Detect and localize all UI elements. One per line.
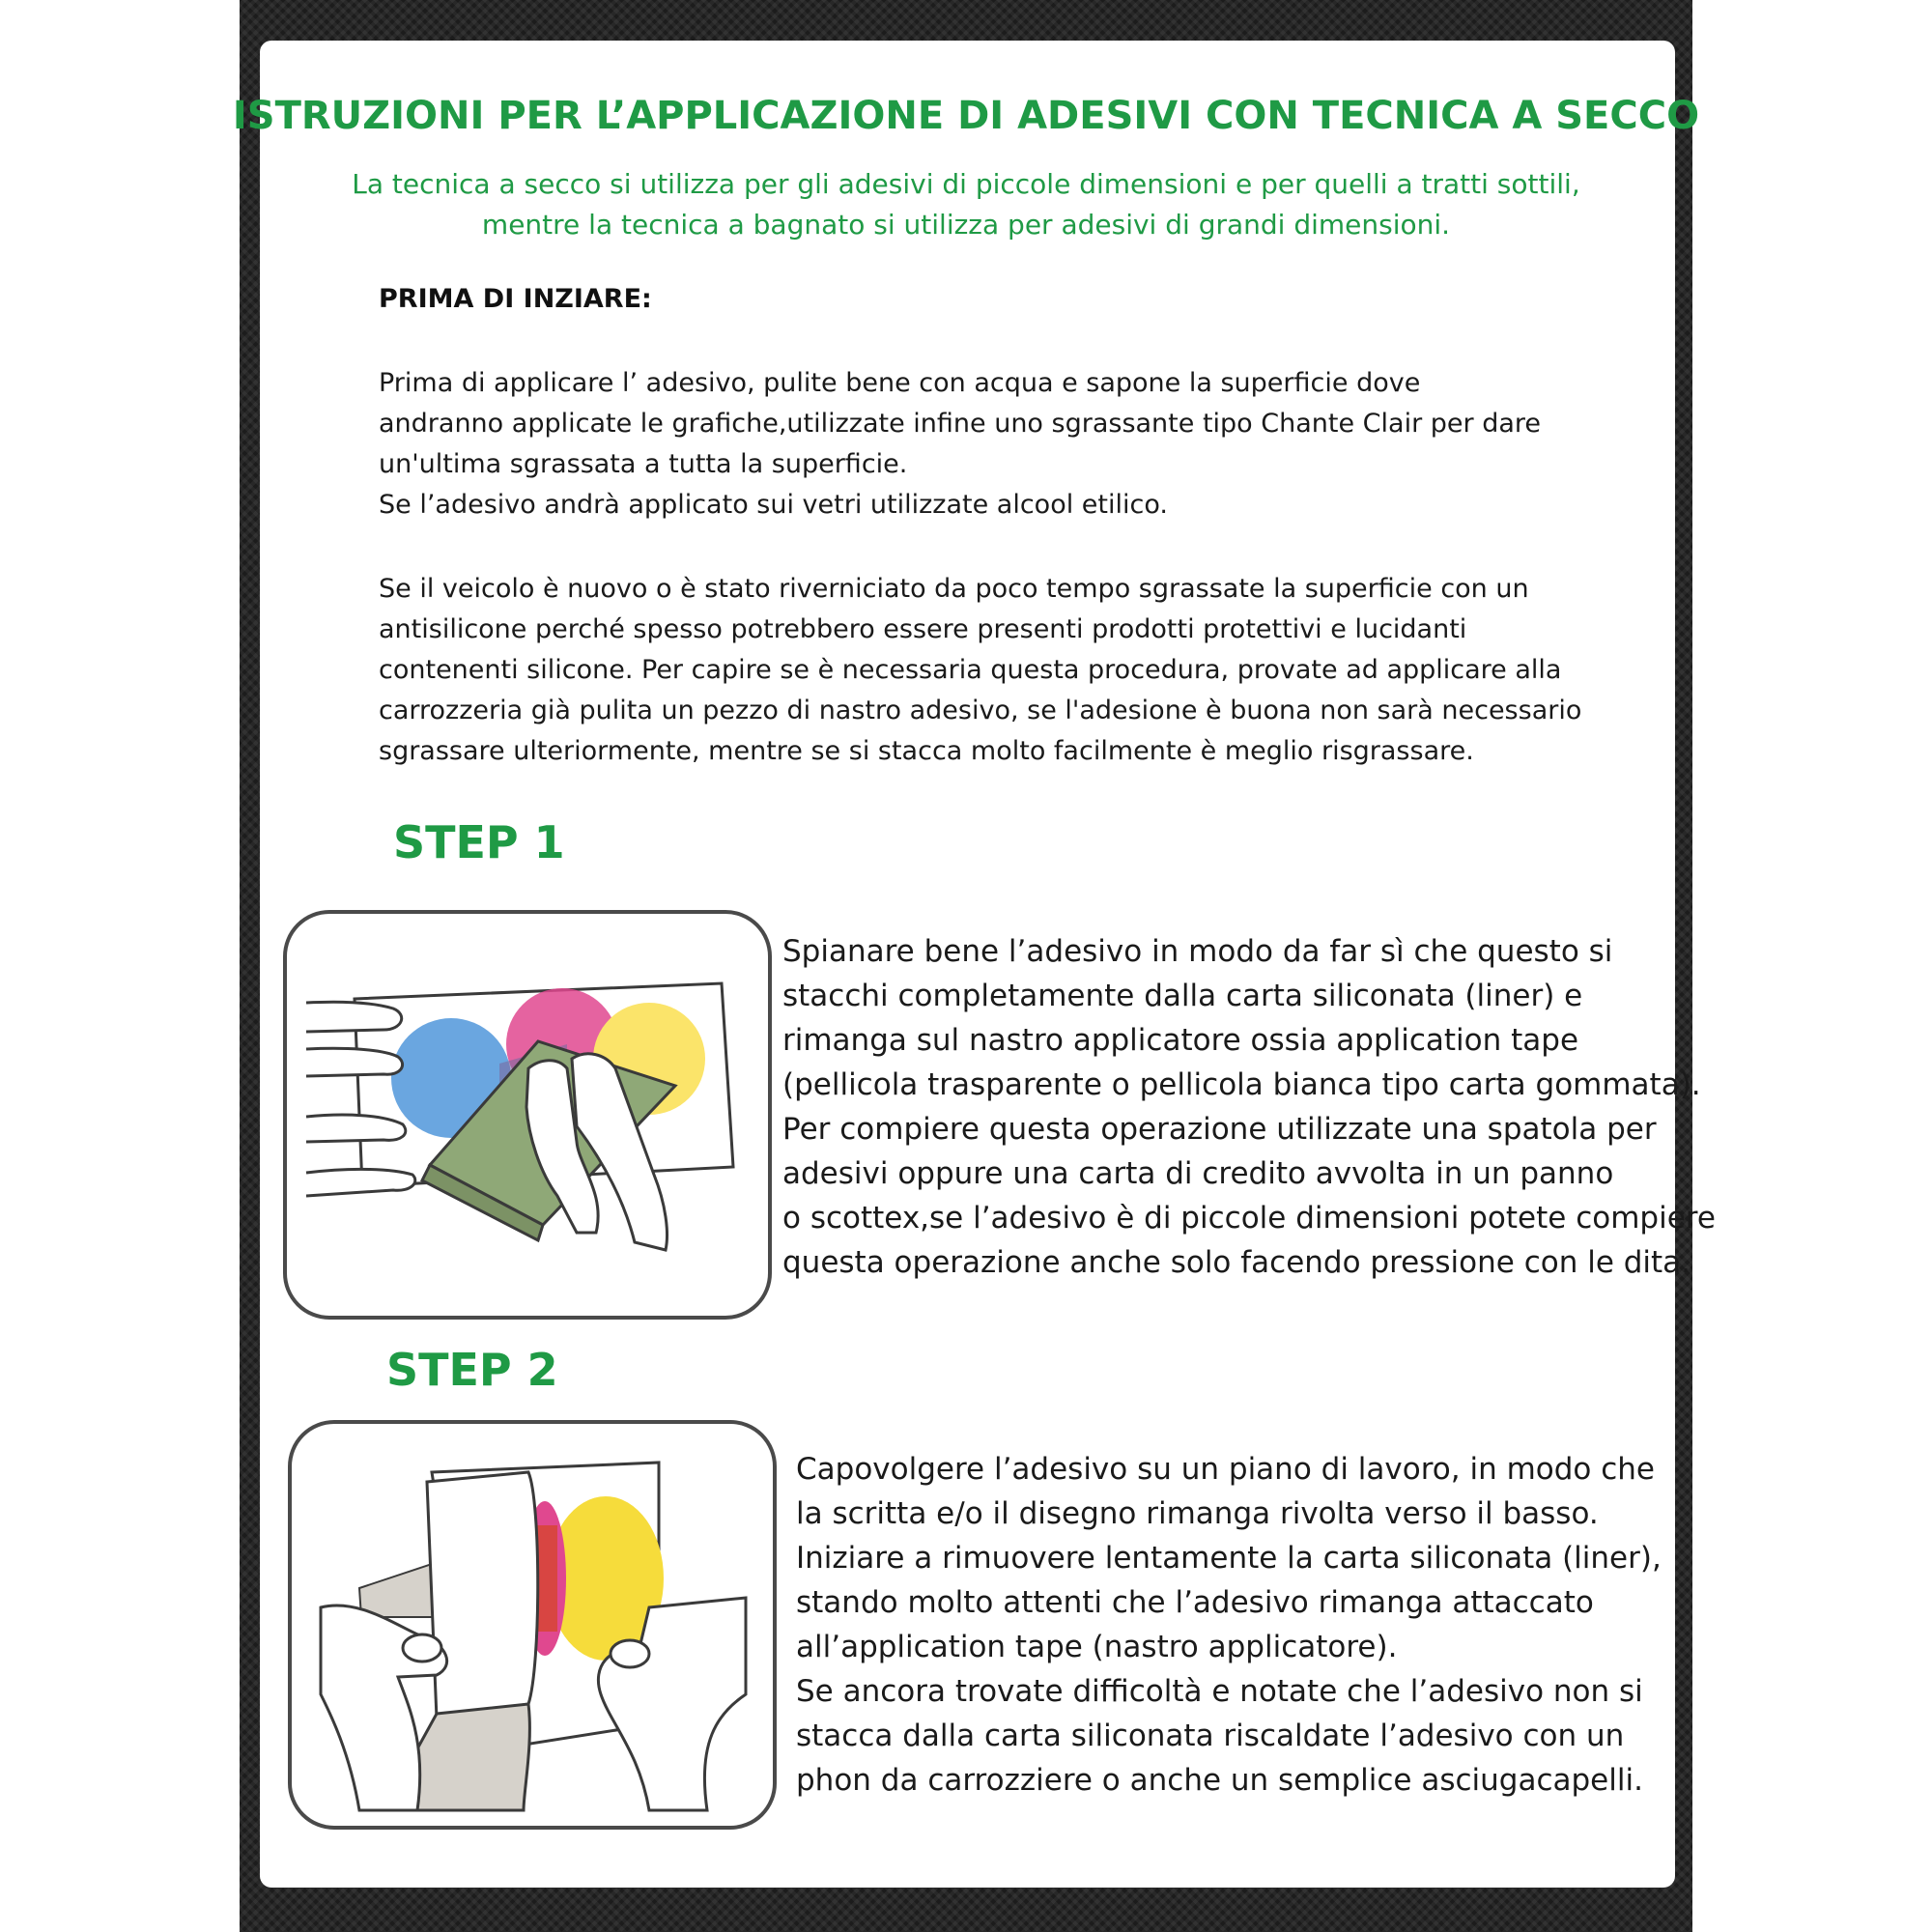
intro-heading: PRIMA DI INZIARE: xyxy=(379,284,652,314)
page-title: ISTRUZIONI PER L’APPLICAZIONE DI ADESIVI CON TECNICA A SECCO xyxy=(232,94,1700,138)
step-2-illustration xyxy=(288,1420,777,1830)
intro-paragraph-2: Se il veicolo è nuovo o è stato riverniciato da poco tempo sgrassate la superficie con un antisilicone perché spesso potrebbero essere presenti prodotti protettivi e lucidanti contenenti silicone. Per capire se è necessaria questa procedura, provate ad applicare alla carrozzeria già pulita un pezzo di nastro adesivo, se l'adesione è buona non sarà necessario sgrassare ulteriormente, mentre se si stacca molto facilmente è meglio risgrassare. xyxy=(379,574,1582,766)
hands-peel-liner-illustration xyxy=(292,1424,773,1826)
step-2-text: Capovolgere l’adesivo su un piano di lavoro, in modo che la scritta e/o il disegno rimanga rivolta verso il basso. Iniziare a rimuovere lentamente la carta siliconata (liner), stando molto attenti che l’adesivo rimanga attaccato all’application tape (nastro applicatore). Se ancora trovate difficoltà e notate che l’adesivo non si stacca dalla carta siliconata riscaldate l’adesivo con un phon da carrozziere o anche un semplice asciugacapelli. xyxy=(796,1452,1662,1798)
intro-paragraph-1: Prima di applicare l’ adesivo, pulite bene con acqua e sapone la superficie dove andranno applicate le grafiche,utilizzate infine uno sgrassante tipo Chante Clair per dare un'ultima sgrassata a tutta la superficie. Se l’adesivo andrà applicato sui vetri utilizzate alcool etilico. xyxy=(379,368,1542,520)
step-1-text: Spianare bene l’adesivo in modo da far sì che questo si stacchi completamente dalla carta siliconata (liner) e rimanga sul nastro applicatore ossia application tape (pellicola trasparente o pellicola bianca tipo carta gommata). Per compiere questa operazione utilizzate una spatola per adesivi oppure una carta di credito avvolta in un panno o scottex,se l’adesivo è di piccole dimensioni potete compiere questa operazione anche solo facendo pressione con le dita. xyxy=(782,934,1716,1280)
hands-squeegee-illustration xyxy=(287,914,768,1316)
page-subtitle: La tecnica a secco si utilizza per gli adesivi di piccole dimensioni e per quelli a tratti sottili, mentre la tecnica a bagnato si utilizza per adesivi di grandi dimensioni. xyxy=(352,168,1580,241)
step-1-label: STEP 1 xyxy=(393,816,565,868)
step-1-illustration xyxy=(283,910,772,1320)
step-2-label: STEP 2 xyxy=(386,1344,558,1396)
